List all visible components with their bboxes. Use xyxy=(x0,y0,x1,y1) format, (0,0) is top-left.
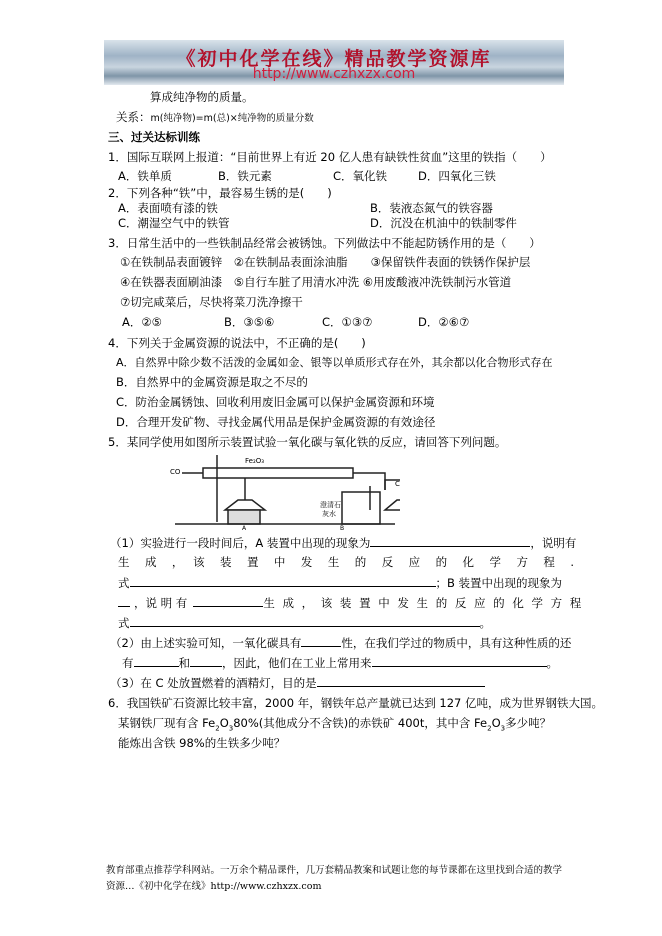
q5-p1-line xyxy=(118,595,583,610)
text: 多少吨？ xyxy=(505,716,552,730)
text: （2）由上述实验可知，一氧化碳具有 xyxy=(110,636,302,650)
q4-option-c: C．防治金属锈蚀、回收利用废旧金属可以保护金属资源和环境 xyxy=(116,395,435,409)
q5-stem: 5．某同学使用如图所示装置试验一氧化碳与氧化铁的反应，请回答下列问题。 xyxy=(108,435,507,449)
q4-option-b: B．自然界中的金属资源是取之不尽的 xyxy=(116,375,308,389)
diagram-label-co: CO xyxy=(170,468,181,476)
q2-stem: 2．下列各种“铁”中，最容易生锈的是( ) xyxy=(108,186,332,200)
diagram-label-b: B xyxy=(340,525,345,530)
answer-blank[interactable] xyxy=(134,655,179,667)
relation-line xyxy=(116,110,314,126)
text: O xyxy=(219,716,229,730)
text: 性，在我们学过的物质中，具有这种性质的还 xyxy=(341,636,572,650)
q6-line: 6．我国铁矿石资源比较丰富，2000 年，钢铁年总产量就已达到 127 亿吨，成为世界钢铁大国。 xyxy=(108,696,603,710)
q5-p1-line xyxy=(110,535,576,550)
answer-blank[interactable] xyxy=(301,635,341,647)
text: ，因此，他们在工业上常用来 xyxy=(222,656,372,670)
text: ，说明有 xyxy=(530,536,577,550)
q3-option-b: B．③⑤⑥ xyxy=(224,315,275,329)
footer-line: 资源…《初中化学在线》http://www.czhxzx.com xyxy=(106,881,322,892)
q5-p1-line xyxy=(118,575,562,590)
header-banner xyxy=(104,40,564,85)
experiment-apparatus-diagram xyxy=(170,450,400,530)
q2-option-c: C．潮湿空气中的铁管 xyxy=(118,216,230,230)
q3-option-a: A．②⑤ xyxy=(122,315,162,329)
text: O xyxy=(491,716,501,730)
q3-item-line: ④在铁器表面刷油漆 ⑤自行车脏了用清水冲洗 ⑥用废酸液冲洗铁制污水管道 xyxy=(120,275,512,289)
q5-p1-line: 生 成 ， 该 装 置 中 发 生 的 反 应 的 化 学 方 程 . xyxy=(118,555,574,569)
subscript: 3 xyxy=(228,724,234,733)
q5-p2-line xyxy=(110,635,571,650)
q1-option-b: B．铁元素 xyxy=(218,169,272,183)
q3-stem: 3．日常生活中的一些铁制品经常会被锈蚀。下列做法中不能起防锈作用的是（ ） xyxy=(108,236,541,250)
q2-option-a: A．表面喷有漆的铁 xyxy=(118,201,218,215)
q6-line: 能炼出含铁 98%的生铁多少吨？ xyxy=(118,736,286,750)
text: 和 xyxy=(178,656,190,670)
intro-line: 算成纯净物的质量。 xyxy=(150,90,254,104)
q3-item-line: ①在铁制品表面镀锌 ②在铁制品表面涂油脂 ③保留铁件表面的铁锈作保护层 xyxy=(120,255,531,269)
subscript: 2 xyxy=(215,724,220,733)
answer-blank[interactable] xyxy=(130,575,436,587)
q5-p1-line xyxy=(118,615,491,630)
answer-blank[interactable] xyxy=(372,655,547,667)
text: 式 xyxy=(118,616,130,630)
q5-p2-line xyxy=(122,655,558,670)
q4-stem: 4．下列关于金属资源的说法中，不正确的是( ) xyxy=(108,336,366,350)
banner-url: http://www.czhxzx.com xyxy=(252,66,416,82)
q1-option-c: C．氧化铁 xyxy=(333,169,388,183)
diagram-label-limewater: 澄清石 xyxy=(320,501,341,509)
diagram-label-fe2o3: Fe₂O₃ xyxy=(245,457,265,465)
subscript: 2 xyxy=(487,724,492,733)
answer-blank[interactable] xyxy=(190,655,222,667)
text: （1）实验进行一段时间后，A 装置中出现的现象为 xyxy=(110,536,371,550)
q6-line xyxy=(118,716,551,735)
q4-option-a: A．自然界中除少数不活泼的金属如金、银等以单质形式存在外，其余都以化合物形式存在 xyxy=(116,356,553,369)
text: 80%(其他成分不含铁)的赤铁矿 400t，其中含 Fe xyxy=(233,716,488,730)
q2-option-b: B．装液态氮气的铁容器 xyxy=(370,201,493,215)
q1-stem: 1．国际互联网上报道：“目前世界上有近 20 亿人患有缺铁性贫血”这里的铁指（ ） xyxy=(108,150,552,164)
diagram-label-c: C xyxy=(395,480,400,488)
answer-blank[interactable] xyxy=(370,535,530,547)
q1-option-d: D．四氧化三铁 xyxy=(418,169,496,183)
q1-option-a: A．铁单质 xyxy=(118,169,172,183)
text: ，说 明 有 xyxy=(134,596,188,610)
text: 某钢铁厂现有含 Fe xyxy=(118,716,216,730)
q3-item-line: ⑦切完咸菜后，尽快将菜刀洗净擦干 xyxy=(120,295,303,309)
answer-blank[interactable] xyxy=(317,675,485,687)
text: 式 xyxy=(118,576,130,590)
q1-options xyxy=(118,169,578,183)
subscript: 3 xyxy=(500,724,506,733)
relation-formula: m(纯净物)=m(总)×纯净物的质量分数 xyxy=(150,113,314,124)
q4-option-d: D．合理开发矿物、寻找金属代用品是保护金属资源的有效途径 xyxy=(116,415,436,429)
text: ；B 装置中出现的现象为 xyxy=(435,576,563,590)
q3-option-d: D．②⑥⑦ xyxy=(418,315,470,329)
text: （3）在 C 处放置燃着的酒精灯，目的是 xyxy=(110,676,317,690)
text: 有 xyxy=(122,656,134,670)
section-title: 三、过关达标训练 xyxy=(108,130,200,144)
relation-label: 关系： xyxy=(116,110,151,124)
q3-option-c: C．①③⑦ xyxy=(322,315,373,329)
answer-blank[interactable] xyxy=(193,595,263,607)
q2-option-d: D．沉没在机油中的铁制零件 xyxy=(370,216,517,230)
banner-title: 《初中化学在线》精品教学资源库 xyxy=(176,48,492,70)
q3-options xyxy=(122,315,469,329)
footer-line: 教育部重点推荐学科网站。一万余个精品课件，几万套精品教案和试题让您的每节课都在这里找到合适的教学 xyxy=(106,865,563,876)
diagram-label-a: A xyxy=(242,525,247,530)
answer-blank[interactable] xyxy=(118,595,130,607)
text: 生 成 ， 该 装 置 中 发 生 的 反 应 的 化 学 方 程 xyxy=(263,596,584,610)
text: 。 xyxy=(546,656,558,670)
answer-blank[interactable] xyxy=(130,615,480,627)
q5-p3-line xyxy=(110,675,485,690)
text: 。 xyxy=(479,616,491,630)
diagram-label-limewater: 灰水 xyxy=(322,510,336,518)
